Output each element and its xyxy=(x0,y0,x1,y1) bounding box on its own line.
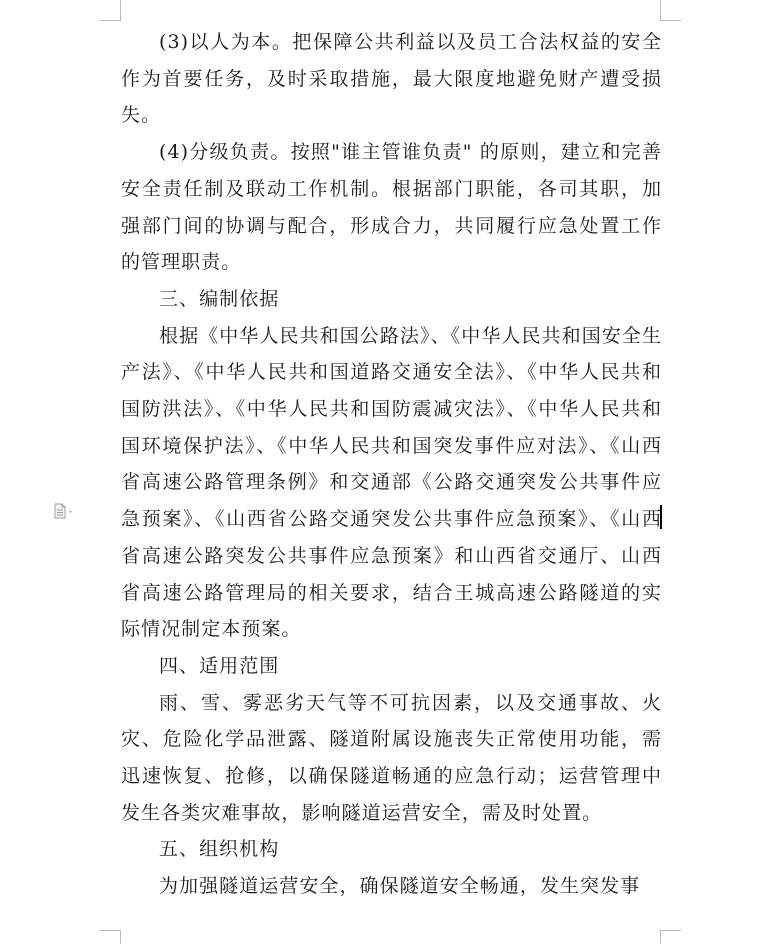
paragraph-organization: 为加强隧道运营安全，确保隧道安全畅通，发生突发事 xyxy=(159,875,641,898)
paragraph-tiered-responsibility: (4)分级负责。按照"谁主管谁负责" 的原则，建立和完善安全责任制及联动工作机制。根据部门职能，各司其职，加强部门间的协调与配合，形成合力，共同履行应急处置工作的管理职责。 xyxy=(121,141,662,274)
paragraph-people-oriented: (3)以人为本。把保障公共利益以及员工合法权益的安全作为首要任务，及时采取措施，最大限度地避免财产遭受损失。 xyxy=(121,31,662,127)
section-heading-scope: 四、适用范围 xyxy=(159,654,280,677)
document-note-icon[interactable] xyxy=(54,503,76,519)
paragraph-basis: 根据《中华人民共和国公路法》、《中华人民共和国安全生产法》、《中华人民共和国道路交通安全法》、《中华人民共和国防洪法》、《中华人民共和国防震减灾法》、《中华人民共和国环境保护法》、《中华人民共和国突发事件应对法》、《山西省高速公路管理条例》和交通部《公路交通突发公共事件应急预案》、《山西省公路交通突发公共事件应急预案》、《山西省高速公路突发公共事件应急预案》和山西省交通厅、山西省高速公路管理局的相关要求，结合王城高速公路隧道的实际情况制定本预案。 xyxy=(121,324,662,641)
page-corner-mark-bottom-right xyxy=(660,930,681,944)
paragraph-scope: 雨、雪、雾恶劣天气等不可抗因素，以及交通事故、火灾、危险化学品泄露、隧道附属设施丧失正常使用功能，需迅速恢复、抢修，以确保隧道畅通的应急行动；运营管理中发生各类灾难事故，影响隧道运营安全，需及时处置。 xyxy=(121,691,662,824)
document-page[interactable] xyxy=(121,24,662,905)
section-heading-organization: 五、组织机构 xyxy=(159,838,280,861)
page-corner-mark-top-left xyxy=(100,0,121,21)
page-corner-mark-top-right xyxy=(660,0,681,21)
page-corner-mark-bottom-left xyxy=(100,930,121,944)
section-heading-basis: 三、编制依据 xyxy=(159,287,280,310)
